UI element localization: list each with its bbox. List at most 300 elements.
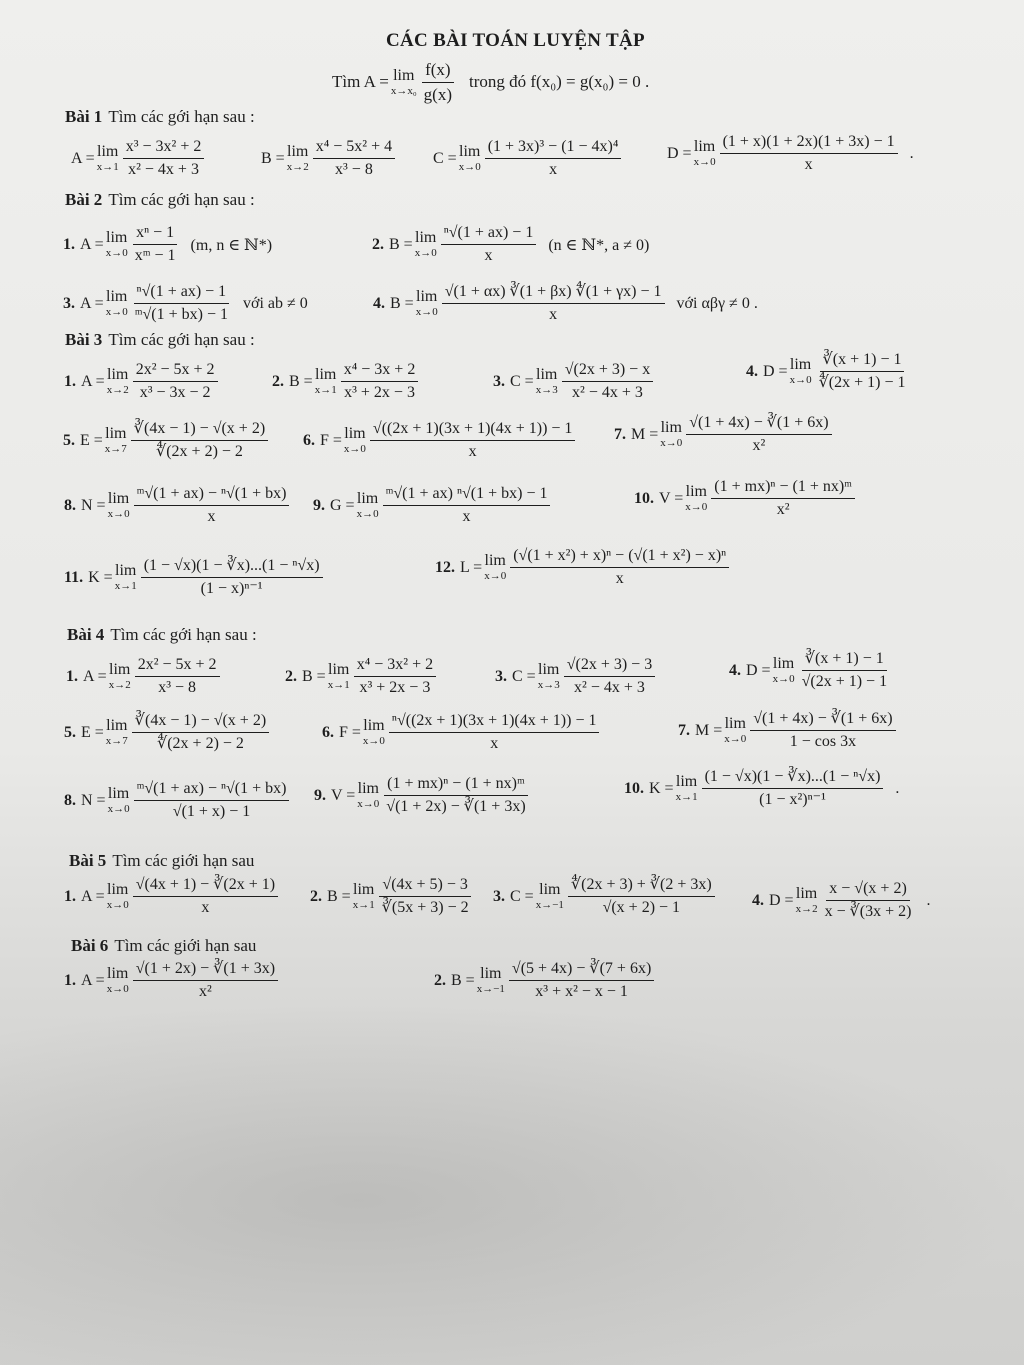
section-text: Tìm các gới hạn sau : xyxy=(110,625,257,644)
limit-problem xyxy=(678,710,908,752)
lim-word: lim xyxy=(795,885,818,903)
lim-subscript: x→0 xyxy=(107,508,130,521)
section-heading xyxy=(71,936,256,956)
denominator: x² xyxy=(752,437,766,455)
problem-lhs: D = xyxy=(763,362,788,380)
limit-problem xyxy=(435,547,741,589)
denominator: x xyxy=(462,508,471,526)
problem-number: 10. xyxy=(624,779,644,797)
fraction xyxy=(354,656,436,698)
limit-problem xyxy=(746,351,920,393)
fraction xyxy=(442,283,665,325)
lim-word: lim xyxy=(115,562,137,580)
lim-word: lim xyxy=(105,425,127,443)
limit-problem xyxy=(64,960,290,1002)
denominator: x xyxy=(484,247,493,265)
lim-subscript: x→0 xyxy=(105,306,128,319)
numerator: x − √(x + 2) xyxy=(826,880,909,901)
limit-problem xyxy=(662,133,914,175)
section-label: Bài 5 xyxy=(69,851,107,870)
problem-lhs: A = xyxy=(83,667,107,685)
numerator: (1 + mx)ⁿ − (1 + nx)ᵐ xyxy=(384,775,528,796)
section-text: Tìm các gới hạn sau : xyxy=(108,330,255,349)
numerator: ∜(2x + 3) + ∛(2 + 3x) xyxy=(568,876,715,897)
denominator: ∜(2x + 2) − 2 xyxy=(157,735,244,753)
problem-lhs: C = xyxy=(510,372,534,390)
fraction xyxy=(686,414,831,456)
lim-word: lim xyxy=(107,965,129,983)
problem-condition: (n ∈ ℕ*, a ≠ 0) xyxy=(548,236,650,254)
problem-lhs: A = xyxy=(71,149,95,167)
limit-operator xyxy=(363,718,385,747)
problem-number: 8. xyxy=(64,791,76,809)
numerator: ⁿ√(1 + ax) − 1 xyxy=(441,224,537,245)
lim-word: lim xyxy=(107,785,130,803)
numerator: x⁴ − 3x + 2 xyxy=(341,361,419,382)
problem-lhs: M = xyxy=(695,721,723,739)
lim-word: lim xyxy=(536,366,558,384)
problem-number: 8. xyxy=(64,496,76,514)
problem-lhs: E = xyxy=(81,723,104,741)
numerator: ⁿ√(1 + ax) − 1 xyxy=(134,283,230,304)
fraction xyxy=(383,485,551,527)
limit-operator xyxy=(106,718,128,747)
denominator: x³ + x² − x − 1 xyxy=(535,983,628,1001)
problem-number: 3. xyxy=(63,294,75,312)
lim-word: lim xyxy=(539,881,561,899)
lim-word: lim xyxy=(772,655,795,673)
problem-number: 1. xyxy=(63,235,75,253)
problem-number: 9. xyxy=(314,786,326,804)
limit-operator xyxy=(315,367,337,396)
fraction xyxy=(702,768,884,810)
problem-number: 4. xyxy=(752,891,764,909)
section-text: Tìm các giới hạn sau xyxy=(114,936,257,955)
section-text: Tìm các gới hạn sau : xyxy=(108,107,255,126)
limit-problem xyxy=(310,876,484,918)
denominator: 1 − cos 3x xyxy=(789,733,857,751)
lim-subscript: x→2 xyxy=(286,161,309,174)
fraction xyxy=(370,420,576,462)
lim-subscript: x→0 xyxy=(415,306,438,319)
lim-subscript: x→0 xyxy=(106,983,129,996)
problem-number: 4. xyxy=(729,661,741,679)
limit-problem xyxy=(64,485,301,527)
limit-problem xyxy=(428,138,633,180)
limit-problem xyxy=(314,775,541,817)
fraction xyxy=(133,361,218,403)
intro-fraction xyxy=(421,60,455,104)
lim-word: lim xyxy=(675,773,698,791)
fraction xyxy=(711,478,855,520)
lim-subscript: x→0 xyxy=(693,156,716,169)
limit-operator xyxy=(773,656,795,685)
lim-word: lim xyxy=(363,717,385,735)
denominator: x xyxy=(804,156,813,174)
problem-lhs: B = xyxy=(261,149,285,167)
limit-problem xyxy=(303,420,587,462)
lim-word: lim xyxy=(660,419,682,437)
numerator: √(1 + 2x) − ∛(1 + 3x) xyxy=(133,960,278,981)
denominator: x xyxy=(490,735,499,753)
limit-operator xyxy=(357,781,379,810)
problem-number: 9. xyxy=(313,496,325,514)
intro-lim xyxy=(391,68,417,97)
lim-subscript: x→0 xyxy=(105,247,128,260)
limit-operator xyxy=(694,139,716,168)
lim-word: lim xyxy=(724,715,746,733)
lim-word: lim xyxy=(287,143,309,161)
problem-number: 5. xyxy=(64,723,76,741)
problem-lhs: K = xyxy=(88,568,113,586)
fraction xyxy=(141,557,323,599)
numerator: ∛(4x − 1) − √(x + 2) xyxy=(131,420,268,441)
limit-problem xyxy=(256,138,407,180)
lim-word: lim xyxy=(328,661,350,679)
lim-word: lim xyxy=(415,229,437,247)
lim-word: lim xyxy=(484,552,506,570)
lim-subscript: x→7 xyxy=(104,443,127,456)
problem-number: 4. xyxy=(746,362,758,380)
numerator: (1 − √x)(1 − ∛x)...(1 − ⁿ√x) xyxy=(702,768,884,789)
limit-problem xyxy=(64,780,301,822)
problem-lhs: K = xyxy=(649,779,674,797)
numerator: √(2x + 3) − x xyxy=(562,361,653,382)
numerator: (√(1 + x²) + x)ⁿ − (√(1 + x²) − x)ⁿ xyxy=(510,547,729,568)
lim-word: lim xyxy=(107,490,130,508)
problem-number: 3. xyxy=(495,667,507,685)
intro-denominator: g(x) xyxy=(423,84,452,104)
limit-operator xyxy=(97,144,119,173)
lim-word: lim xyxy=(538,661,560,679)
lim-subscript: x→1 xyxy=(675,791,698,804)
denominator: (1 − x²)ⁿ⁻¹ xyxy=(759,791,826,809)
numerator: 2x² − 5x + 2 xyxy=(133,361,218,382)
problem-lhs: D = xyxy=(667,144,692,162)
fraction xyxy=(799,650,890,692)
problem-lhs: A = xyxy=(81,971,105,989)
lim-word: lim xyxy=(693,138,716,156)
limit-operator xyxy=(357,491,379,520)
problem-number: 10. xyxy=(634,489,654,507)
denominator: √(1 + x) − 1 xyxy=(172,803,251,821)
denominator: √(1 + 2x) − ∛(1 + 3x) xyxy=(386,798,526,816)
section-label: Bài 1 xyxy=(65,107,103,126)
denominator: x xyxy=(615,570,624,588)
lim-word: lim xyxy=(344,425,366,443)
numerator: ᵐ√(1 + ax) ⁿ√(1 + bx) − 1 xyxy=(383,485,551,506)
lim-subscript: x→0 xyxy=(362,735,385,748)
problem-number: 2. xyxy=(285,667,297,685)
intro-tail: trong đó f(x₀) = g(x₀) = 0 . xyxy=(469,72,650,92)
section-label: Bài 2 xyxy=(65,190,103,209)
numerator: ∛(4x − 1) − √(x + 2) xyxy=(132,712,269,733)
section-heading xyxy=(65,107,255,127)
limit-operator xyxy=(115,563,137,592)
denominator: x² − 4x + 3 xyxy=(572,384,643,402)
limit-problem xyxy=(752,880,930,922)
numerator: √(4x + 5) − 3 xyxy=(379,876,470,897)
lim-subscript: x→0 xyxy=(106,899,129,912)
section-text: Tìm các gới hạn sau : xyxy=(108,190,255,209)
limit-operator xyxy=(109,662,131,691)
problem-lhs: B = xyxy=(302,667,326,685)
denominator: ∜(2x + 1) − 1 xyxy=(818,374,906,392)
intro-lim-word: lim xyxy=(393,66,415,84)
problem-number: 6. xyxy=(322,723,334,741)
lim-subscript: x→0 xyxy=(357,798,380,811)
denominator: x − ∛(3x + 2) xyxy=(824,903,912,921)
lim-subscript: x→0 xyxy=(772,673,795,686)
fraction xyxy=(441,224,537,266)
fraction xyxy=(133,876,278,918)
fraction xyxy=(564,656,655,698)
problem-lhs: C = xyxy=(433,149,457,167)
lim-subscript: x→3 xyxy=(535,384,558,397)
fraction xyxy=(135,656,220,698)
limit-operator xyxy=(484,553,506,582)
limit-problem xyxy=(63,224,272,266)
limit-problem xyxy=(285,656,448,698)
limit-operator xyxy=(676,774,698,803)
limit-operator xyxy=(108,491,130,520)
lim-subscript: x→0 xyxy=(685,501,708,514)
limit-problem xyxy=(272,361,430,403)
lim-word: lim xyxy=(459,143,481,161)
limit-problem xyxy=(66,138,216,180)
problem-lhs: V = xyxy=(331,786,356,804)
lim-word: lim xyxy=(789,356,812,374)
lim-subscript: x→3 xyxy=(537,679,560,692)
problem-number: 5. xyxy=(63,431,75,449)
fraction xyxy=(132,283,231,325)
limit-operator xyxy=(416,289,438,318)
numerator: (1 − √x)(1 − ∛x)...(1 − ⁿ√x) xyxy=(141,557,323,578)
limit-problem xyxy=(64,361,230,403)
problem-lhs: N = xyxy=(81,791,106,809)
lim-subscript: x→1 xyxy=(114,580,137,593)
lim-subscript: x→0 xyxy=(484,570,507,583)
problem-lhs: G = xyxy=(330,496,355,514)
limit-problem xyxy=(624,768,899,810)
numerator: √((2x + 1)(3x + 1)(4x + 1)) − 1 xyxy=(370,420,576,441)
intro-numerator: f(x) xyxy=(422,60,453,83)
section-heading xyxy=(69,851,254,871)
lim-word: lim xyxy=(416,288,438,306)
problem-condition: . xyxy=(909,144,914,162)
problem-number: 12. xyxy=(435,558,455,576)
lim-subscript: x→0 xyxy=(724,733,747,746)
limit-operator xyxy=(477,966,505,995)
denominator: x xyxy=(201,899,210,917)
denominator: x xyxy=(207,508,216,526)
fraction xyxy=(750,710,895,752)
limit-operator xyxy=(536,882,564,911)
problem-condition: (m, n ∈ ℕ*) xyxy=(190,236,273,254)
fraction xyxy=(379,876,472,918)
limit-operator xyxy=(107,367,129,396)
problem-lhs: D = xyxy=(769,891,794,909)
fraction xyxy=(510,547,729,589)
problem-lhs: E = xyxy=(80,431,103,449)
fraction xyxy=(341,361,419,403)
problem-lhs: B = xyxy=(451,971,475,989)
problem-number: 2. xyxy=(372,235,384,253)
problem-number: 1. xyxy=(64,971,76,989)
limit-problem xyxy=(434,960,666,1002)
lim-word: lim xyxy=(480,965,502,983)
lim-subscript: x→−1 xyxy=(476,983,505,996)
denominator: x² xyxy=(776,501,790,519)
limit-problem xyxy=(373,283,758,325)
denominator: (1 − x)ⁿ⁻¹ xyxy=(200,580,263,598)
lim-word: lim xyxy=(107,366,129,384)
limit-problem xyxy=(64,712,281,754)
fraction xyxy=(816,351,909,393)
denominator: xᵐ − 1 xyxy=(134,247,176,265)
problem-number: 2. xyxy=(272,372,284,390)
problem-number: 3. xyxy=(493,372,505,390)
problem-lhs: C = xyxy=(510,887,534,905)
numerator: √(5 + 4x) − ∛(7 + 6x) xyxy=(509,960,654,981)
numerator: x⁴ − 5x² + 4 xyxy=(313,138,395,159)
problem-number: 3. xyxy=(493,887,505,905)
problem-number: 7. xyxy=(678,721,690,739)
numerator: ᵐ√(1 + ax) − ⁿ√(1 + bx) xyxy=(134,485,290,506)
problem-number: 2. xyxy=(310,887,322,905)
limit-operator xyxy=(685,484,707,513)
lim-subscript: x→0 xyxy=(458,161,481,174)
lim-word: lim xyxy=(685,483,707,501)
problem-condition: . xyxy=(895,779,900,797)
lim-subscript: x→7 xyxy=(105,735,128,748)
problem-lhs: F = xyxy=(320,431,342,449)
lim-subscript: x→0 xyxy=(107,803,130,816)
section-heading xyxy=(67,625,257,645)
problem-condition: . xyxy=(926,891,931,909)
denominator: x³ − 3x − 2 xyxy=(139,384,211,402)
lim-subscript: x→1 xyxy=(314,384,337,397)
limit-problem xyxy=(495,656,667,698)
limit-problem xyxy=(313,485,562,527)
fraction xyxy=(485,138,622,180)
fraction xyxy=(134,485,290,527)
limit-problem xyxy=(322,712,611,754)
fraction xyxy=(822,880,915,922)
limit-operator xyxy=(538,662,560,691)
lim-subscript: x→0 xyxy=(660,437,683,450)
problem-lhs: A = xyxy=(81,372,105,390)
problem-lhs: A = xyxy=(80,235,104,253)
lim-subscript: x→1 xyxy=(352,899,375,912)
problem-condition: với ab ≠ 0 xyxy=(243,294,308,312)
limit-operator xyxy=(536,367,558,396)
problem-lhs: F = xyxy=(339,723,361,741)
lim-subscript: x→−1 xyxy=(535,899,564,912)
limit-problem xyxy=(63,283,308,325)
fraction xyxy=(132,712,269,754)
numerator: ∛(x + 1) − 1 xyxy=(820,351,905,372)
numerator: (1 + x)(1 + 2x)(1 + 3x) − 1 xyxy=(720,133,898,154)
problem-number: 2. xyxy=(434,971,446,989)
limit-problem xyxy=(493,361,665,403)
problem-lhs: B = xyxy=(389,235,413,253)
limit-operator xyxy=(106,289,128,318)
problem-number: 1. xyxy=(64,887,76,905)
problem-lhs: A = xyxy=(81,887,105,905)
denominator: x² − 4x + 3 xyxy=(128,161,199,179)
denominator: √(2x + 1) − 1 xyxy=(801,673,888,691)
denominator: x xyxy=(468,443,477,461)
limit-problem xyxy=(729,650,902,692)
limit-operator xyxy=(105,426,127,455)
lim-word: lim xyxy=(109,661,131,679)
limit-operator xyxy=(353,882,375,911)
lim-word: lim xyxy=(106,229,128,247)
numerator: ∛(x + 1) − 1 xyxy=(802,650,887,671)
fraction xyxy=(134,780,290,822)
lim-word: lim xyxy=(107,881,129,899)
intro-line xyxy=(332,60,649,104)
denominator: x³ + 2x − 3 xyxy=(359,679,431,697)
lim-word: lim xyxy=(106,288,128,306)
limit-operator xyxy=(106,230,128,259)
problem-number: 7. xyxy=(614,425,626,443)
numerator: ᵐ√(1 + ax) − ⁿ√(1 + bx) xyxy=(134,780,290,801)
numerator: √(1 + 4x) − ∛(1 + 6x) xyxy=(686,414,831,435)
denominator: ᵐ√(1 + bx) − 1 xyxy=(134,306,229,324)
lim-subscript: x→2 xyxy=(795,903,818,916)
limit-operator xyxy=(796,886,818,915)
lim-subscript: x→2 xyxy=(108,679,131,692)
numerator: x⁴ − 3x² + 2 xyxy=(354,656,436,677)
page-title: CÁC BÀI TOÁN LUYỆN TẬP xyxy=(386,30,645,51)
intro-lim-sub: x→x₀ xyxy=(390,84,417,97)
problem-lhs: C = xyxy=(512,667,536,685)
problem-condition: với αβγ ≠ 0 . xyxy=(676,294,758,312)
section-heading xyxy=(65,330,255,350)
problem-number: 6. xyxy=(303,431,315,449)
limit-operator xyxy=(287,144,309,173)
section-label: Bài 6 xyxy=(71,936,109,955)
fraction xyxy=(132,224,179,266)
problem-lhs: L = xyxy=(460,558,483,576)
denominator: ∜(2x + 2) − 2 xyxy=(156,443,243,461)
lim-word: lim xyxy=(356,490,379,508)
numerator: x³ − 3x² + 2 xyxy=(123,138,205,159)
limit-problem xyxy=(614,414,844,456)
fraction xyxy=(383,775,528,817)
limit-problem xyxy=(64,876,290,918)
denominator: x xyxy=(549,306,558,324)
fraction xyxy=(313,138,395,180)
limit-operator xyxy=(108,786,130,815)
problem-number: 1. xyxy=(66,667,78,685)
lim-subscript: x→0 xyxy=(356,508,379,521)
lim-word: lim xyxy=(315,366,337,384)
lim-word: lim xyxy=(97,143,119,161)
lim-subscript: x→1 xyxy=(327,679,350,692)
section-label: Bài 4 xyxy=(67,625,105,644)
lim-word: lim xyxy=(357,780,379,798)
numerator: √(1 + αx) ∛(1 + βx) ∜(1 + γx) − 1 xyxy=(442,283,665,304)
lim-word: lim xyxy=(353,881,375,899)
problem-lhs: M = xyxy=(631,425,659,443)
limit-problem xyxy=(63,420,280,462)
lim-subscript: x→0 xyxy=(414,247,437,260)
intro-lead: Tìm A = xyxy=(332,72,389,92)
limit-problem xyxy=(493,876,727,918)
